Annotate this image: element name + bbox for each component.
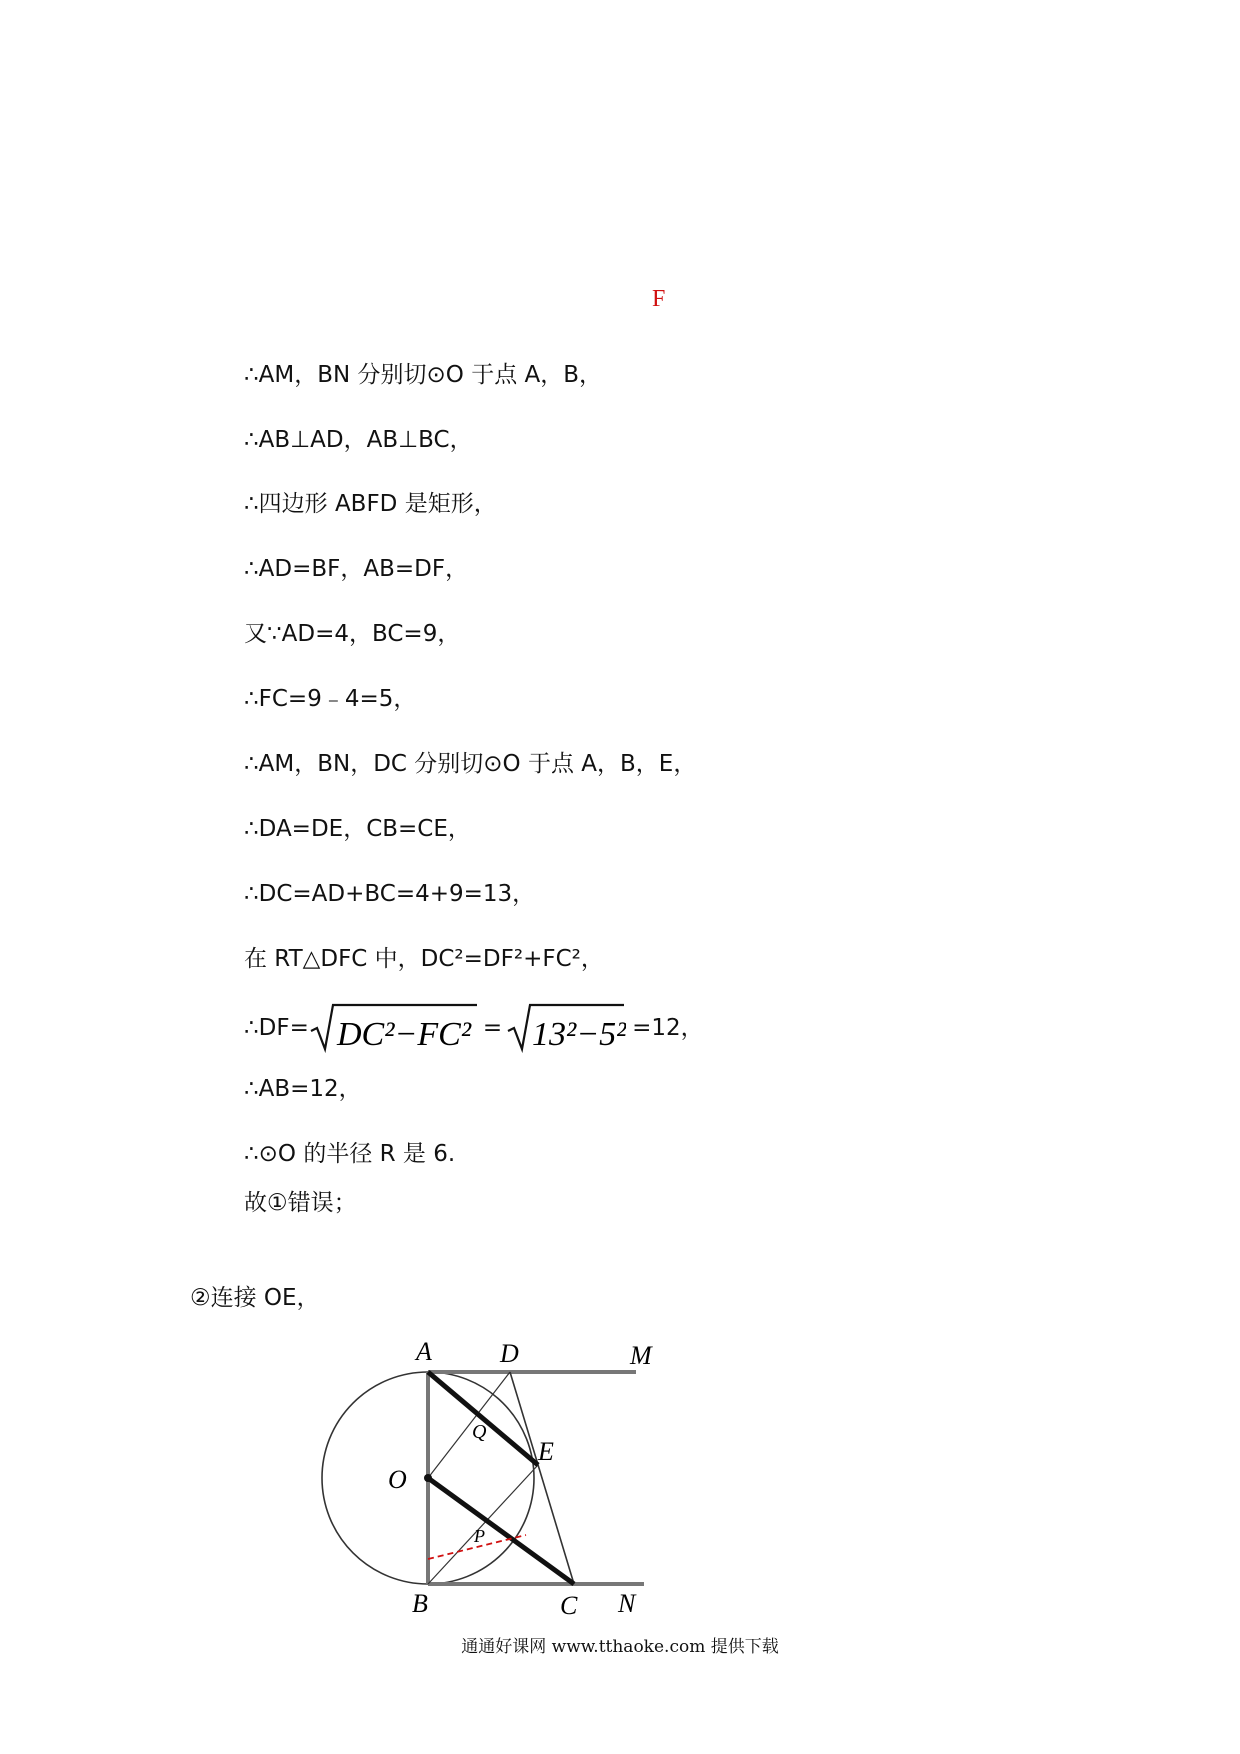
- line-oc: [428, 1478, 574, 1584]
- sqrt-dc-fc: [309, 1001, 479, 1055]
- line-ae: [428, 1372, 538, 1465]
- footer-watermark: 通通好课网 www.tthaoke.com 提供下载: [461, 1637, 779, 1657]
- label-p: P: [474, 1526, 485, 1546]
- label-e: E: [538, 1437, 554, 1466]
- equals-sign: =: [482, 1015, 503, 1041]
- proof-line-2: ∴AB⊥AD，AB⊥BC，: [244, 427, 473, 453]
- figure-label-f: F: [652, 286, 666, 312]
- label-b: B: [412, 1589, 428, 1618]
- df-prefix: ∴DF=: [244, 1015, 309, 1041]
- proof-line-11: ∴AB=12，: [244, 1076, 362, 1102]
- proof-line-6: ∴FC=9﹣4=5，: [244, 686, 417, 712]
- radicand-13-5: 13²−5²: [532, 1016, 627, 1053]
- line-od: [428, 1372, 510, 1478]
- label-m: M: [630, 1341, 652, 1370]
- proof-line-7: ∴AM，BN，DC 分别切⊙O 于点 A，B，E，: [244, 751, 697, 777]
- label-a: A: [416, 1337, 432, 1366]
- line-be: [428, 1465, 538, 1584]
- label-d: D: [500, 1339, 519, 1368]
- sqrt-13-5: [506, 1001, 626, 1055]
- proof-line-8: ∴DA=DE，CB=CE，: [244, 816, 471, 842]
- label-n: N: [618, 1589, 636, 1618]
- point-o: [424, 1474, 432, 1482]
- radicand-dc-fc: DC²−FC²: [336, 1016, 471, 1053]
- proof-line-4: ∴AD=BF，AB=DF，: [244, 556, 469, 582]
- geometry-figure: [300, 1320, 680, 1620]
- proof-line-1: ∴AM，BN 分别切⊙O 于点 A，B，: [244, 362, 603, 388]
- proof-line-13: 故①错误；: [244, 1190, 357, 1216]
- proof-line-12: ∴⊙O 的半径 R 是 6.: [244, 1141, 456, 1167]
- proof-line-3: ∴四边形 ABFD 是矩形，: [244, 491, 497, 517]
- step-2-heading: ②连接 OE，: [190, 1285, 320, 1311]
- label-q: Q: [472, 1421, 487, 1443]
- line-dc: [510, 1372, 574, 1584]
- label-c: C: [560, 1591, 578, 1620]
- proof-line-5: 又∵AD=4，BC=9，: [244, 621, 461, 647]
- label-o: O: [388, 1465, 407, 1494]
- df-formula-line: [244, 1000, 704, 1056]
- proof-line-10: 在 RT△DFC 中，DC²=DF²+FC²，: [244, 946, 604, 972]
- df-result: =12，: [632, 1015, 704, 1041]
- proof-line-9: ∴DC=AD+BC=4+9=13，: [244, 881, 536, 907]
